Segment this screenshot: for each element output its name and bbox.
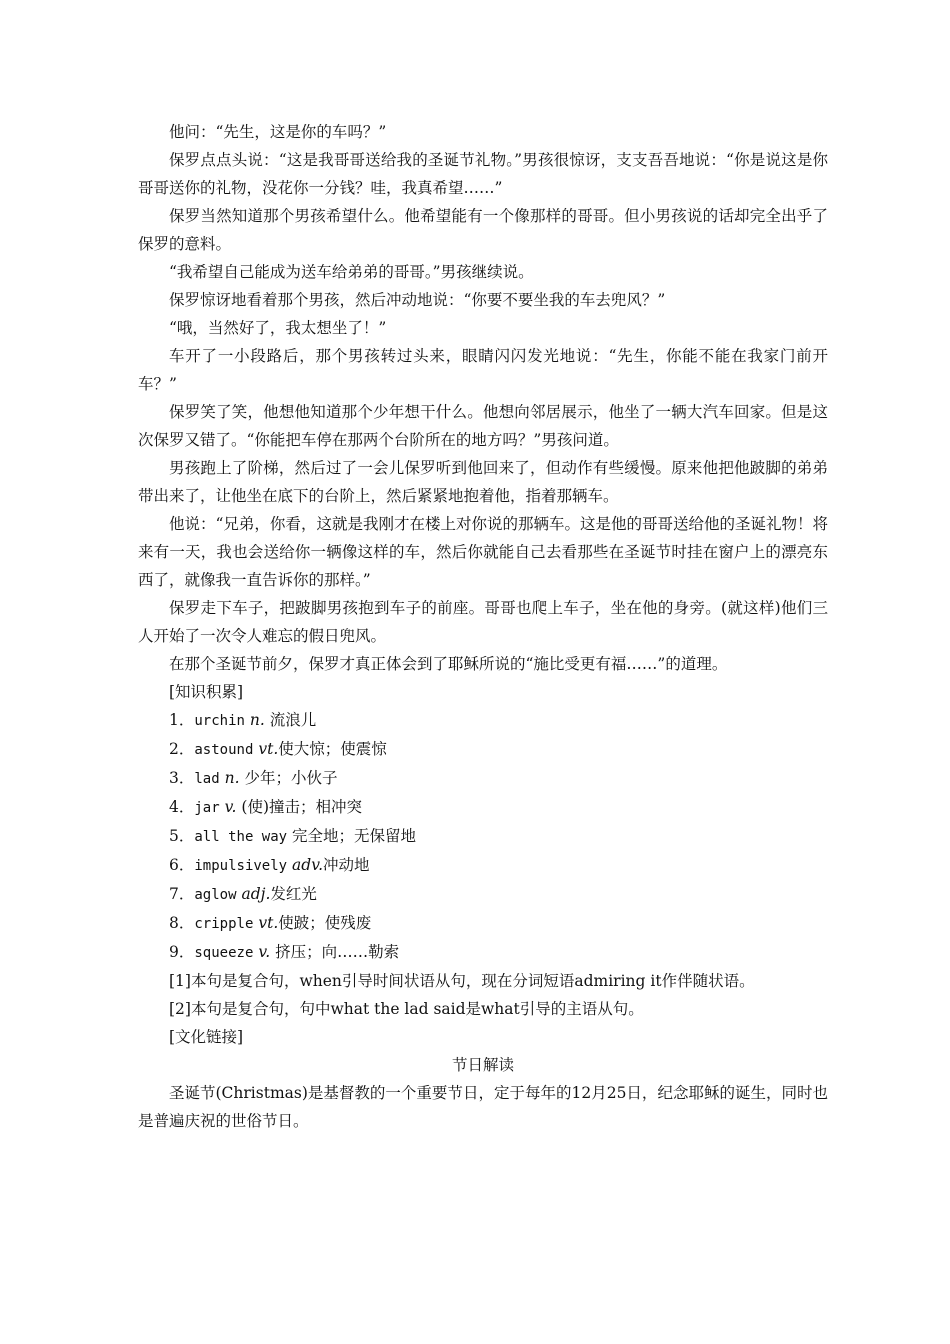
vocab-item: 7．aglow adj.发红光 (169, 885, 317, 903)
story-paragraph: “我希望自己能成为送车给弟弟的哥哥。”男孩继续说。 (169, 263, 534, 281)
vocab-item: 5．all the way 完全地；无保留地 (169, 827, 417, 845)
story-paragraph: “哦，当然好了，我太想坐了！” (169, 319, 387, 337)
vocab-item: 3．lad n. 少年；小伙子 (169, 769, 338, 787)
story-paragraph: 保罗点点头说：“这是我哥哥送给我的圣诞节礼物。”男孩很惊讶，支支吾吾地说：“你是说这是你哥哥送你的礼物，没花你一分钱？哇，我真希望……” (138, 151, 828, 197)
story-paragraph: 男孩跑上了阶梯，然后过了一会儿保罗听到他回来了，但动作有些缓慢。原来他把他跛脚的弟弟带出来了，让他坐在底下的台阶上，然后紧紧地抱着他，指着那辆车。 (138, 459, 828, 505)
story-paragraph: 保罗当然知道那个男孩希望什么。他希望能有一个像那样的哥哥。但小男孩说的话却完全出乎了保罗的意料。 (138, 207, 828, 253)
vocab-item: 9．squeeze v. 挤压；向……勒索 (169, 943, 400, 961)
culture-paragraph: 圣诞节(Christmas)是基督教的一个重要节日，定于每年的12月25日，纪念耶稣的诞生，同时也是普遍庆祝的世俗节日。 (138, 1084, 828, 1130)
culture-heading: [文化链接] (169, 1028, 244, 1046)
story-paragraph: 他说：“兄弟，你看，这就是我刚才在楼上对你说的那辆车。这是他的哥哥送给他的圣诞礼物！将来有一天，我也会送给你一辆像这样的车，然后你就能自己去看那些在圣诞节时挂在窗户上的漂亮东西了，就像我一直告诉你的那样。” (138, 515, 828, 589)
note-line: [2]本句是复合句，句中what the lad said是what引导的主语从句。 (169, 1000, 644, 1018)
knowledge-heading: [知识积累] (169, 683, 244, 701)
vocab-item: 8．cripple vt.使跛；使残废 (169, 914, 372, 932)
vocab-item: 1．urchin n. 流浪儿 (169, 711, 317, 729)
document-page (138, 118, 828, 1135)
story-paragraph: 在那个圣诞节前夕，保罗才真正体会到了耶稣所说的“施比受更有福……”的道理。 (169, 655, 728, 673)
culture-title: 节日解读 (451, 1056, 514, 1074)
vocab-item: 2．astound vt.使大惊；使震惊 (169, 740, 387, 758)
story-paragraph: 他问：“先生，这是你的车吗？” (169, 123, 387, 141)
vocab-list (138, 706, 828, 967)
story-paragraph: 保罗惊讶地看着那个男孩，然后冲动地说：“你要不要坐我的车去兜风？” (169, 291, 666, 309)
story-section (138, 118, 828, 678)
story-paragraph: 保罗笑了笑，他想他知道那个少年想干什么。他想向邻居展示，他坐了一辆大汽车回家。但是这次保罗又错了。“你能把车停在那两个台阶所在的地方吗？”男孩问道。 (138, 403, 828, 449)
vocab-item: 4．jar v. (使)撞击；相冲突 (169, 798, 363, 816)
vocab-item: 6．impulsively adv.冲动地 (169, 856, 370, 874)
note-line: [1]本句是复合句，when引导时间状语从句，现在分词短语admiring it作伴随状语。 (169, 972, 755, 990)
story-paragraph: 车开了一小段路后，那个男孩转过头来，眼睛闪闪发光地说：“先生，你能不能在我家门前开车？” (138, 347, 828, 393)
story-paragraph: 保罗走下车子，把跛脚男孩抱到车子的前座。哥哥也爬上车子，坐在他的身旁。(就这样)他们三人开始了一次令人难忘的假日兜风。 (138, 599, 828, 645)
